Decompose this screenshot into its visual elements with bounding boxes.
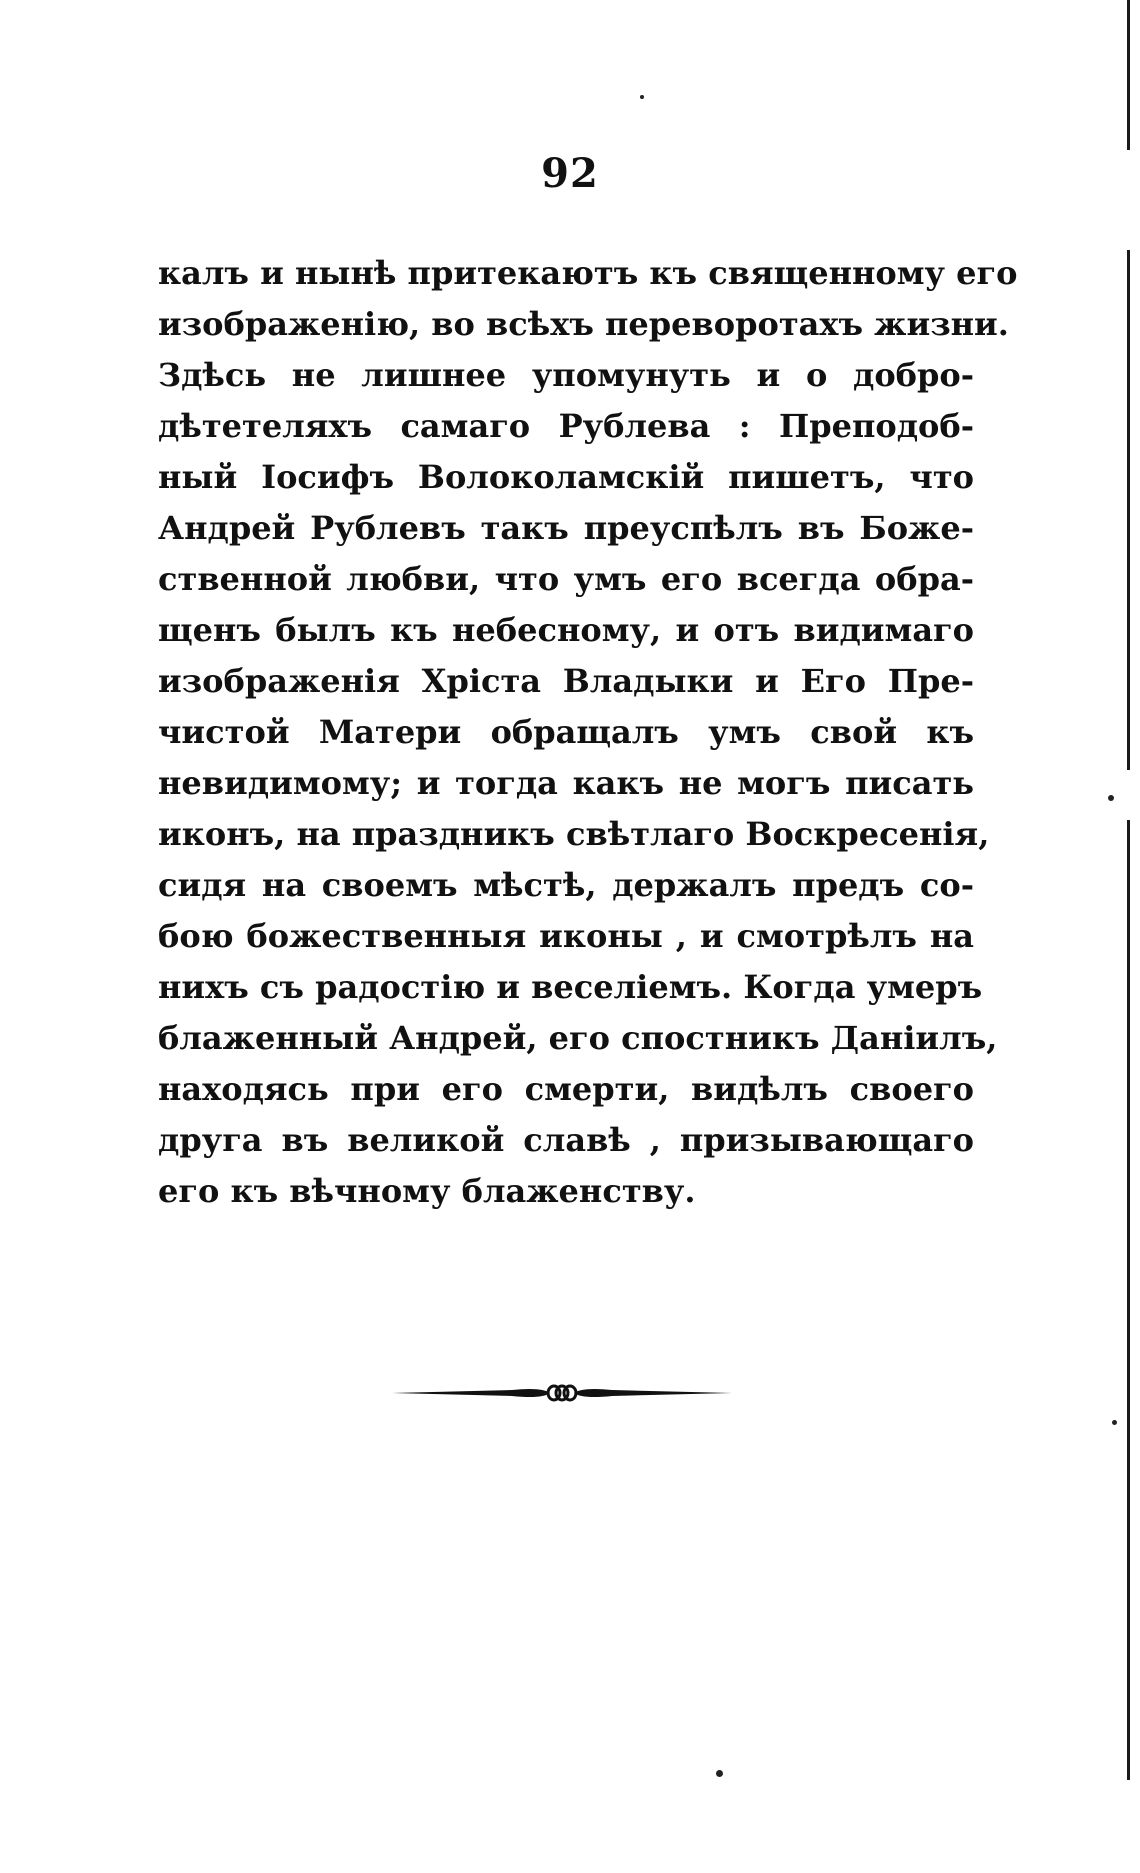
text-line: невидимому; и тогда какъ не могъ писать: [158, 764, 974, 802]
text-line: ный Іосифъ Волоколамскій пишетъ, что: [158, 458, 974, 496]
text-line: бою божественныя иконы , и смотрѣлъ на: [158, 917, 974, 955]
text-line: чистой Матери обращалъ умъ свой къ: [158, 713, 974, 751]
text-line: Здѣсь не лишнее упомунуть и о добро-: [158, 356, 974, 394]
text-line: друга въ великой славѣ , призывающаго: [158, 1121, 974, 1159]
text-line: нихъ съ радостію и веселіемъ. Когда умеръ: [158, 968, 983, 1006]
text-line: сидя на своемъ мѣстѣ, держалъ предъ со-: [158, 866, 974, 904]
page-number: 92: [541, 150, 599, 197]
text-line: калъ и нынѣ притекаютъ къ священному его: [158, 254, 1018, 292]
text-line: ственной любви, что умъ его всегда обра-: [158, 560, 974, 598]
text-line: дѣтетеляхъ самаго Рублева : Преподоб-: [158, 407, 974, 445]
body-text: [158, 248, 1018, 1217]
text-line: Андрей Рублевъ такъ преуспѣлъ въ Боже-: [158, 509, 974, 547]
text-line: изображенію, во всѣхъ переворотахъ жизни.: [158, 305, 1009, 343]
paper-speck: [1108, 795, 1114, 801]
tailpiece-ornament: [392, 1378, 732, 1408]
page-edge-line-top: [1127, 0, 1130, 150]
text-line: щенъ былъ къ небесному, и отъ видимаго: [158, 611, 974, 649]
text-line-last: его къ вѣчному блаженству.: [158, 1172, 696, 1210]
text-line: изображенія Хріста Владыки и Его Пре-: [158, 662, 974, 700]
text-line: иконъ, на праздникъ свѣтлаго Воскресенія,: [158, 815, 990, 853]
text-line: блаженный Андрей, его спостникъ Даніилъ,: [158, 1019, 998, 1057]
text-line: находясь при его смерти, видѣлъ своего: [158, 1070, 974, 1108]
page-edge-line-upper: [1127, 250, 1130, 770]
paper-speck: [640, 95, 644, 99]
paper-speck: [1112, 1420, 1117, 1425]
page-edge-line-lower: [1127, 820, 1130, 1780]
paper-speck: [716, 1770, 723, 1777]
